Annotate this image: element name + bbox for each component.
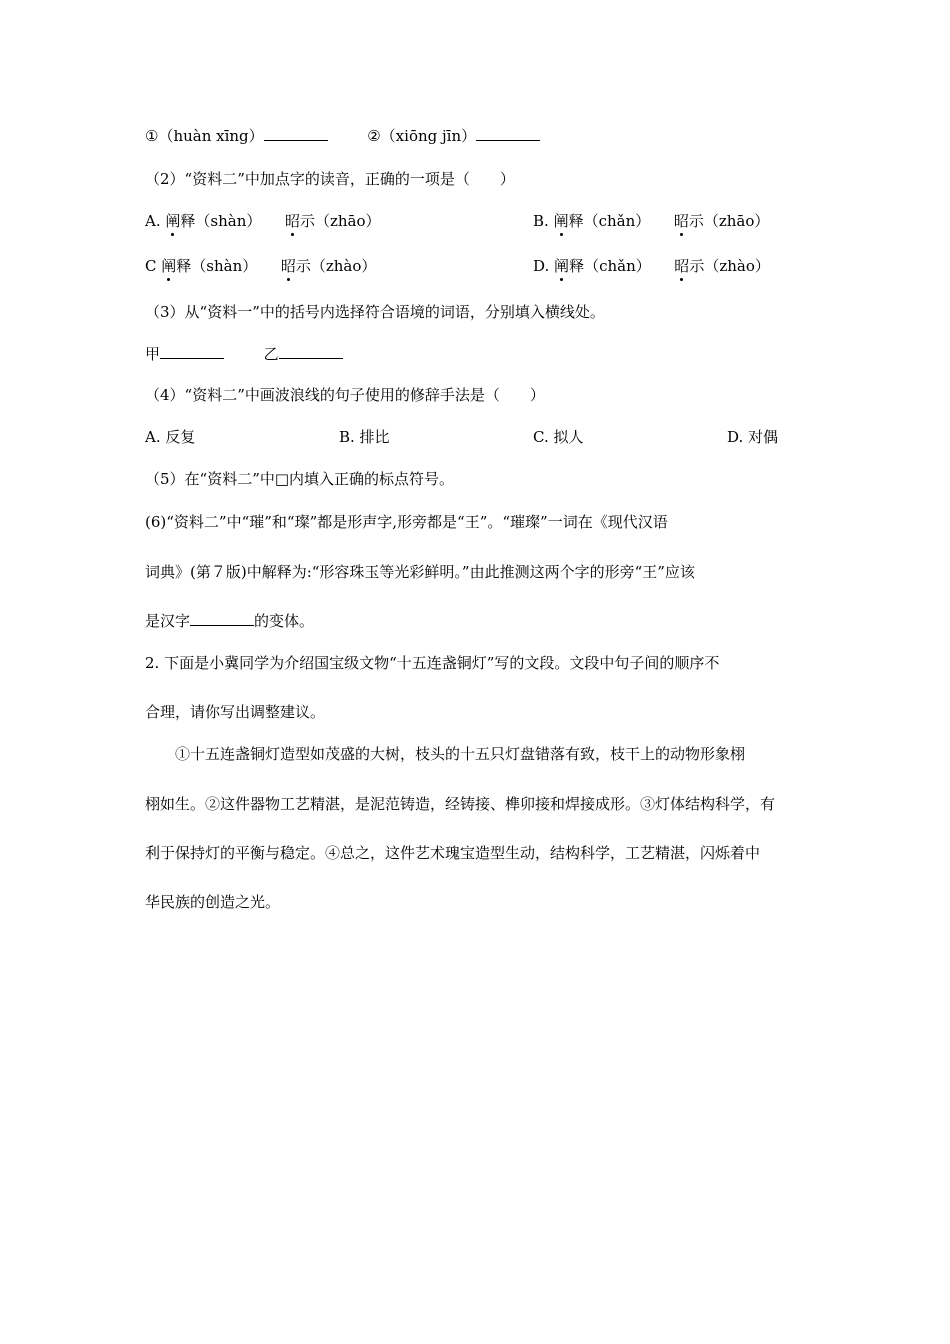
jia-yi-blanks-line — [145, 344, 343, 364]
option-4c[interactable]: C. 拟人 — [533, 428, 584, 446]
question-2-main-stem-line-1: 2. 下面是小冀同学为介绍国宝级文物“十五连盏铜灯”写的文段。文段中句子间的顺序不 — [145, 654, 720, 672]
question-5-stem: （5）在“资料二”中□内填入正确的标点符号。 — [145, 470, 455, 488]
option-d[interactable]: D. 阐释（chǎn） 昭示（zhào） — [533, 257, 770, 275]
label-yi: 乙 — [263, 345, 279, 363]
question-6-line-2: 词典》(第７版)中解释为:“形容珠玉等光彩鲜明。”由此推测这两个字的形旁“王”应该 — [145, 563, 695, 581]
passage-line-2: 栩如生。②这件器物工艺精湛，是泥范铸造，经铸接、榫卯接和焊接成形。③灯体结构科学，有 — [145, 795, 776, 813]
pinyin-item-1: ①（huàn xīng） — [145, 127, 264, 145]
label-jia: 甲 — [145, 345, 161, 363]
option-4d[interactable]: D. 对偶 — [727, 428, 779, 446]
question-6-line-1: (6)“资料二”中“璀”和“璨”都是形声字,形旁都是“王”。“璀璨”一词在《现代汉语 — [145, 513, 668, 531]
option-b[interactable]: B. 阐释（chǎn） 昭示（zhāo） — [533, 212, 770, 230]
option-a[interactable]: A. 阐释（shàn） 昭示（zhāo） — [145, 212, 381, 230]
answer-blank-2[interactable] — [476, 126, 540, 141]
pinyin-item-2: ②（xiōng jīn） — [367, 127, 477, 145]
answer-blank-1[interactable] — [264, 126, 328, 141]
question-2-main-stem-line-2: 合理，请你写出调整建议。 — [145, 703, 326, 721]
answer-blank-jia[interactable] — [160, 344, 224, 359]
question-4-stem: （4）“资料二”中画波浪线的句子使用的修辞手法是（ ） — [145, 386, 545, 404]
passage-line-4: 华民族的创造之光。 — [145, 893, 281, 911]
question-6-line-3: 是汉字 的变体。 — [145, 612, 315, 630]
pinyin-blanks-line — [145, 126, 540, 146]
option-4b[interactable]: B. 排比 — [339, 428, 390, 446]
passage-line-1: ①十五连盏铜灯造型如茂盛的大树，枝头的十五只灯盘错落有致，枝干上的动物形象栩 — [145, 745, 746, 763]
option-4a[interactable]: A. 反复 — [145, 428, 196, 446]
option-c[interactable]: C 阐释（shàn） 昭示（zhào） — [145, 257, 377, 275]
passage-line-3: 利于保持灯的平衡与稳定。④总之，这件艺术瑰宝造型生动，结构科学，工艺精湛，闪烁着中 — [145, 844, 761, 862]
answer-blank-yi[interactable] — [279, 344, 343, 359]
question-2-stem: （2）“资料二”中加点字的读音，正确的一项是（ ） — [145, 170, 515, 188]
question-3-stem: （3）从“资料一”中的括号内选择符合语境的词语，分别填入横线处。 — [145, 303, 605, 321]
answer-blank-6[interactable] — [190, 611, 254, 626]
